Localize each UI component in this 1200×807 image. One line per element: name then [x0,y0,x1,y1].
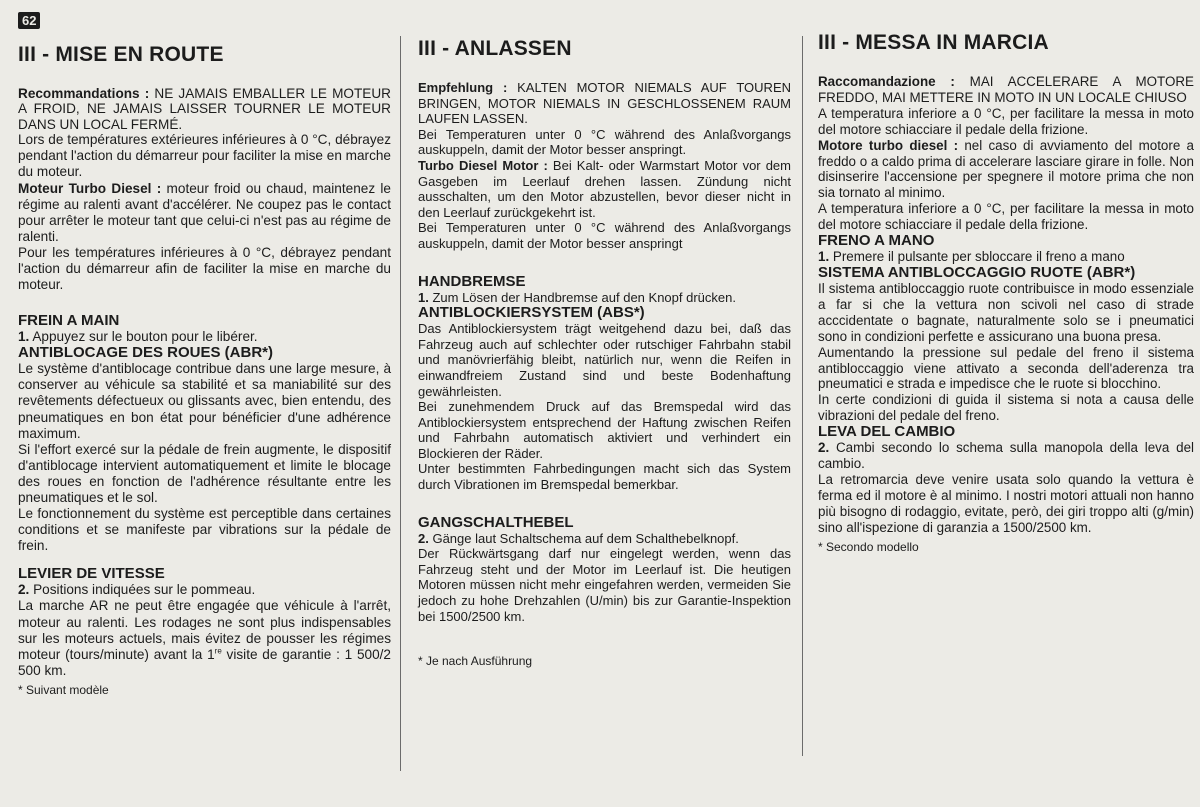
footnote: * Suivant modèle [18,682,109,697]
step-number: 2. [818,440,830,456]
step-text: Zum Lösen der Handbremse auf den Knopf drücken. [428,289,736,305]
section-title: III - MESSA IN MARCIA [818,31,1049,54]
footnote: * Je nach Ausführung [418,654,533,669]
handbrake-step [818,249,1194,265]
recommendation-text: KALTEN MOTOR NIEMALS AUF TOUREN BRINGEN, MOTOR NIEMALS IN GESCHLOSSENEM RAUM LAUFEN LASSEN. [418,80,791,127]
turbo-diesel-paragraph [818,138,1194,202]
step-number: 1. [418,289,429,305]
column-divider [802,36,803,756]
step-text: Premere il pulsante per sbloccare il freno a mano [829,249,1125,265]
cold-start-paragraph: A temperatura inferiore a 0 °C, per facilitare la messa in moto del motore schiacciare il pedale della frizione. [818,105,1194,137]
gear-lever-heading: LEVA DEL CAMBIO [818,423,956,441]
handbrake-step [18,329,391,345]
abs-heading: SISTEMA ANTIBLOCCAGGIO RUOTE (ABR*) [818,263,1136,281]
recommendation-label: Recommandations : [18,86,150,101]
abs-paragraph: Unter bestimmten Fahrbedingungen macht sich das System durch Vibrationen im Bremspedal bemerkbar. [418,461,791,493]
step-text: Cambi secondo lo schema sulla manopola della leva del cambio. [818,440,1194,472]
cold-start-paragraph: Lors de températures extérieures inférieures à 0 °C, débrayez pendant l'action du démarreur pour faciliter la mise en marche du moteur. [18,132,391,180]
abs-paragraph: Le système d'antiblocage contribue dans une large mesure, à conserver au véhicule sa stabilité et sa maniabilité sur des revêtements défectueux ou glissants avec, bien entendu, des pneumatiques en bon état pour bénéficier d'une adhérence maximum. [18,361,391,441]
step-number: 1. [818,249,830,265]
turbo-diesel-label: Motore turbo diesel : [818,137,959,153]
recommendation-paragraph [18,86,391,132]
turbo-diesel-paragraph [418,158,791,220]
french-column [18,30,391,807]
recommendation-paragraph [818,74,1194,106]
gear-lever-heading: GANGSCHALTHEBEL [418,513,574,531]
turbo-diesel-text: Bei Kalt- oder Warmstart Motor vor dem Gasgeben im Leerlauf drehen lassen. Zündung nicht ausschalten, um den Motor abzustellen, bevor dieser nicht in den Leerlauf zurückgekehrt ist. [418,157,791,220]
turbo-diesel-text: moteur froid ou chaud, maintenez le régime au ralenti avant d'accélérer. Ne coupez pas le contact pour arrêter le moteur tant que celui-ci n'est pas au régime de ralenti. [18,180,391,244]
page-number: 62 [18,12,40,29]
recommendation-text: MAI ACCELERARE A MOTORE FREDDO, MAI METTERE IN MOTO IN UN LOCALE CHIUSO [818,74,1194,105]
section-title: III - ANLASSEN [418,37,572,60]
cold-start-paragraph: Bei Temperaturen unter 0 °C während des Anlaßvorgangs auskuppeln, damit der Motor besser anspringt. [418,126,791,158]
abs-paragraph: Le fonctionnement du système est perceptible dans certaines conditions et se manifeste par vibrations sur la pédale de frein. [18,506,391,554]
abs-paragraph: Bei zunehmendem Druck auf das Bremspedal wird das Antiblockiersystem entsprechend der Haftung zwischen Reifen und Fahrbahn automatisch aktiviert und verhindert ein Blockieren der Räder. [418,399,791,461]
recommendation-label: Empfehlung : [418,80,508,95]
gear-lever-paragraph: Der Rückwärtsgang darf nur eingelegt werden, wenn das Fahrzeug steht und der Motor im Leerlauf ist. Die heutigen Motoren müssen nicht mehr eingefahren werden, vermeiden Sie jedoch zu hohe Drehzahlen (U/min) bis zur Garantie-Inspektion bei 1500/2500 km. [418,546,791,624]
abs-heading: ANTIBLOCAGE DES ROUES (ABR*) [18,344,274,362]
abs-paragraph: In certe condizioni di guida il sistema si nota a causa delle vibrazioni del pedale del freno. [818,392,1194,424]
turbo-diesel-paragraph [18,181,391,245]
turbo-diesel-label: Turbo Diesel Motor : [418,157,548,173]
gear-lever-step [418,531,791,547]
recommendation-text: NE JAMAIS EMBALLER LE MOTEUR A FROID, NE JAMAIS LAISSER TOURNER LE MOTEUR DANS UN LOCAL FERMÉ. [18,86,391,132]
recommendation-paragraph [418,80,791,127]
low-temp-paragraph: A temperatura inferiore a 0 °C, per facilitare la messa in moto del motore schiacciare il pedale della frizione. [818,201,1194,233]
gear-lever-step [18,582,391,598]
footnote: * Secondo modello [818,539,919,554]
gear-lever-step [818,440,1194,472]
abs-paragraph: Aumentando la pressione sul pedale del freno il sistema antibloccaggio viene attivato a seconda dell'aderenza tra pneumatici e strada e impedisce che le ruote si blocchino. [818,344,1194,392]
italian-column [818,30,1194,807]
turbo-diesel-label: Moteur Turbo Diesel : [18,180,162,196]
recommendation-label: Raccomandazione : [818,74,955,89]
column-divider [400,36,401,771]
handbrake-heading: FREIN A MAIN [18,312,120,330]
low-temp-paragraph: Bei Temperaturen unter 0 °C während des Anlaßvorgangs auskuppeln, damit der Motor besser anspringt [418,220,791,251]
step-text: Appuyez sur le bouton pour le libérer. [29,329,258,345]
gear-lever-heading: LEVIER DE VITESSE [18,565,165,583]
turbo-diesel-text: nel caso di avviamento del motore a freddo o a caldo prima di accelerare lasciare girare in folle. Non disinserire l'accensione per spegnere il motore prima che non sia tornato al minimo. [818,137,1194,201]
step-text: Positions indiquées sur le pommeau. [29,582,256,598]
german-column [418,30,791,807]
handbrake-heading: HANDBREMSE [418,272,526,290]
section-title: III - MISE EN ROUTE [18,43,224,66]
handbrake-step [418,290,791,306]
abs-paragraph: Si l'effort exercé sur la pédale de frein augmente, le dispositif d'antiblocage intervient automatiquement et limite le blocage des roues en fonction de l'adhérence résultante entre les pneumatiques et le sol. [18,441,391,505]
abs-paragraph: Il sistema antibloccaggio ruote contribuisce in modo essenziale a far si che la vettura non scivoli nel caso di strade acccidentate o bagnate, naturalmente solo se i pneumatici sono in condizioni perfette e assicurano una buona presa. [818,280,1194,344]
step-number: 2. [418,530,429,546]
handbrake-heading: FRENO A MANO [818,232,935,250]
gear-lever-paragraph: La retromarcia deve venire usata solo quando la vettura è ferma ed il motore è al minimo. I nostri motori attuali non hanno più bisogno di rodaggio, evitate, però, dei giri troppo alti (g/min) sino all'ispezione di garanzia a 1500/2500 km. [818,471,1194,535]
step-number: 2. [18,582,30,598]
abs-heading: ANTIBLOCKIERSYSTEM (ABS*) [418,304,645,322]
abs-paragraph: Das Antiblockiersystem trägt weitgehend dazu bei, daß das Fahrzeug auch auf schlechter oder rutschiger Fahrbahn stabil und manövrierfähig bleibt, natürlich nur, wenn die Reifen in einwandfreiem Zustand sind und beste Bodenhaftung gewährleisten. [418,321,791,399]
step-number: 1. [18,329,30,345]
gear-lever-paragraph: La marche AR ne peut être engagée que véhicule à l'arrêt, moteur au ralenti. Les rodages ne sont plus indispensables sur les moteurs actuels, mais évitez de pousser les régimes moteur (tours/minute) avant la 1re visite de garantie : 1 500/2 500 km. [18,598,391,678]
low-temp-paragraph: Pour les températures inférieures à 0 °C, débrayez pendant l'action du démarreur afin de faciliter la mise en marche du moteur. [18,244,391,293]
step-text: Gänge laut Schaltschema auf dem Schalthebelknopf. [428,530,739,546]
